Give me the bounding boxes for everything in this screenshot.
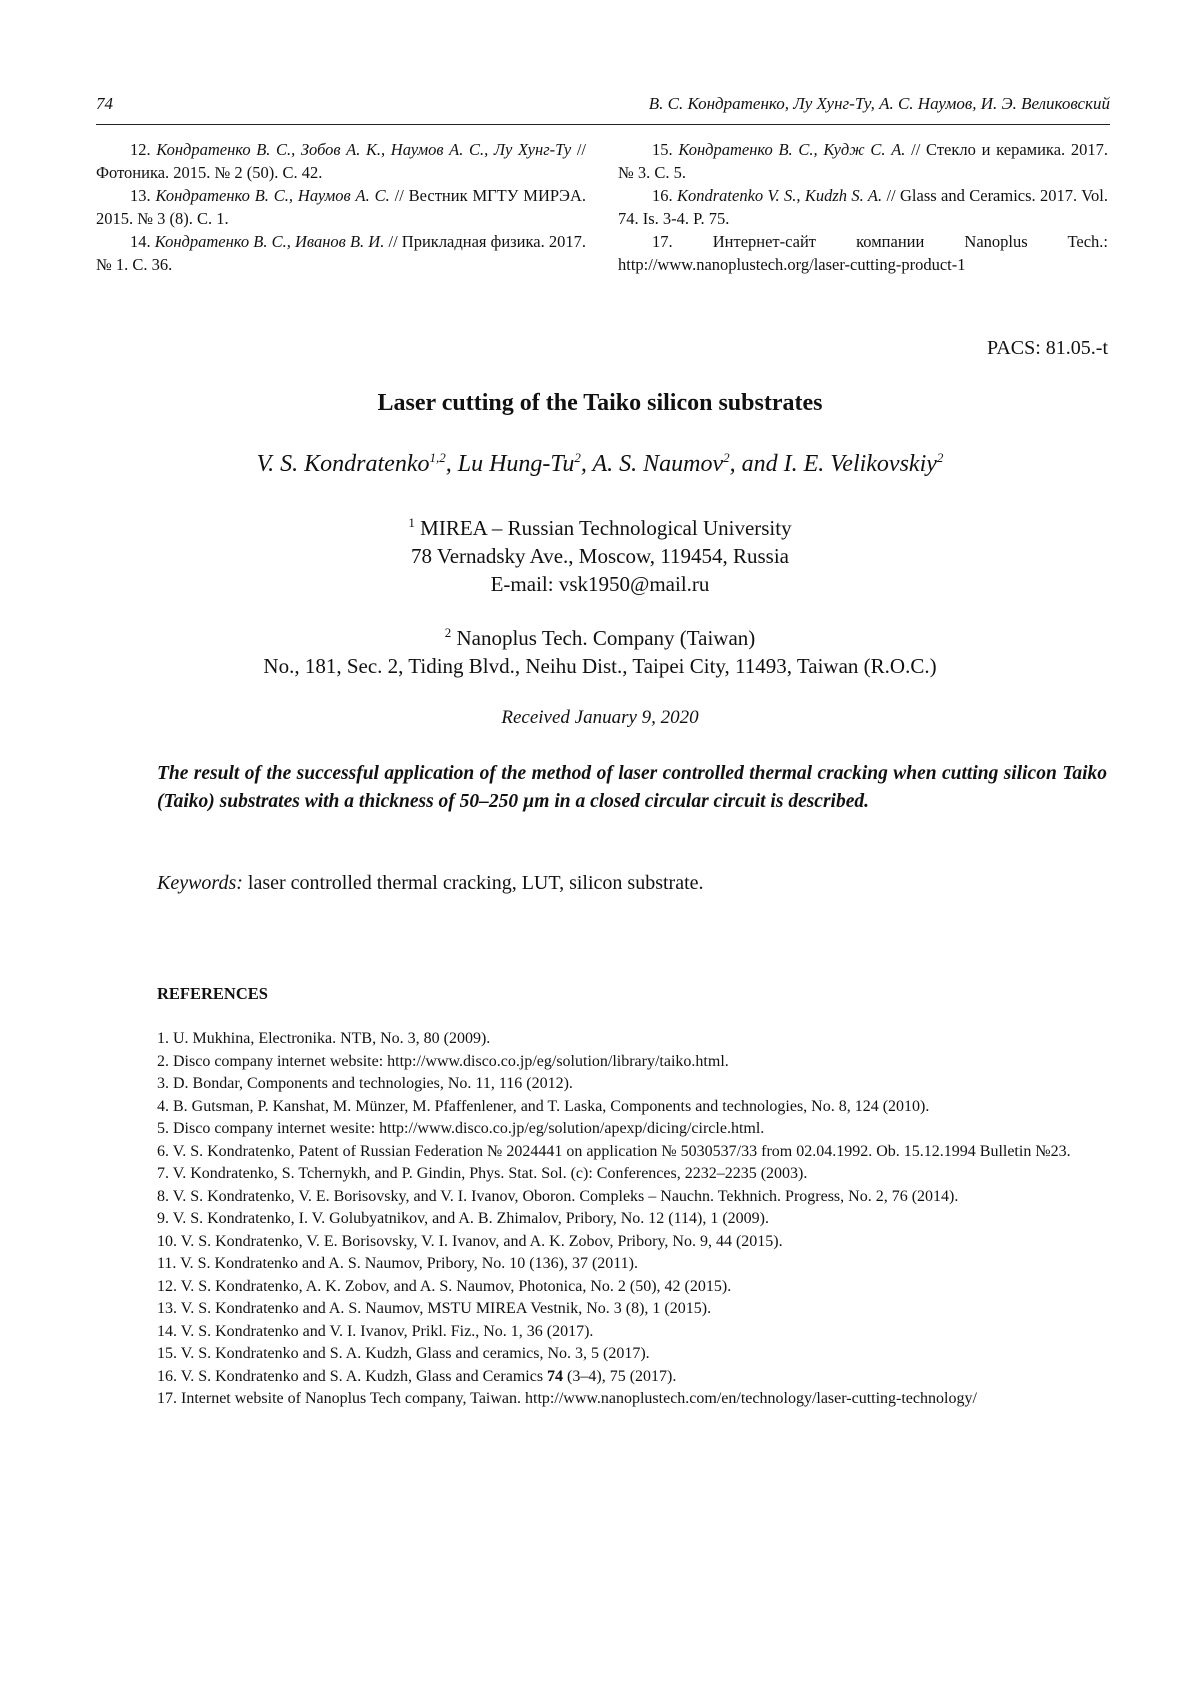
reference-item: 8. V. S. Kondratenko, V. E. Borisovsky, and V. I. Ivanov, Oboron. Compleks – Nauchn. Tekhnich. Progress, No. 2, 76 (2014). (157, 1187, 959, 1205)
previous-article-refs-left (96, 138, 586, 276)
prev-ref-14: 14. Кондратенко В. С., Иванов В. И. // Прикладная физика. 2017. № 1. С. 36. (96, 232, 586, 274)
reference-item: 2. Disco company internet website: http://www.disco.co.jp/eg/solution/library/taiko.html. (157, 1052, 729, 1070)
author-byline: V. S. Kondratenko$^{1,2}$, Lu Hung-Tu$^2$, A. S. Naumov$^2$, and I. E. Velikovskiy$^2$ (256, 450, 944, 477)
running-head-authors: В. С. Кондратенко, Лу Хунг-Ту, А. С. Наумов, И. Э. Великовский (648, 94, 1110, 113)
reference-item: 4. B. Gutsman, P. Kanshat, M. Münzer, M. Pfaffenlener, and T. Laska, Components and technologies, No. 8, 124 (2010). (157, 1097, 930, 1115)
prev-ref-12: 12. Кондратенко В. С., Зобов А. К., Наумов А. С., Лу Хунг-Ту // Фотоника. 2015. № 2 (50). С. 42. (96, 140, 587, 182)
running-head (96, 90, 1110, 120)
reference-item: 1. U. Mukhina, Electronika. NTB, No. 3, 80 (2009). (157, 1030, 491, 1047)
header-rule (96, 124, 1110, 125)
keywords: Keywords: laser controlled thermal cracking, LUT, silicon substrate. (157, 872, 704, 894)
affiliation-2-address: No., 181, Sec. 2, Tiding Blvd., Neihu Dist., Taipei City, 11493, Taiwan (R.O.C.) (263, 654, 937, 678)
reference-list (157, 1028, 1109, 1411)
pacs-code: PACS: 81.05.-t (987, 337, 1108, 359)
reference-item: 12. V. S. Kondratenko, A. K. Zobov, and A. S. Naumov, Photonica, No. 2 (50), 42 (2015). (157, 1277, 732, 1295)
article-title: Laser cutting of the Taiko silicon substrates (377, 390, 823, 416)
page-number: 74 (96, 94, 113, 113)
reference-item: 11. V. S. Kondratenko and A. S. Naumov, Pribory, No. 10 (136), 37 (2011). (157, 1255, 639, 1272)
affiliation-1-address: 78 Vernadsky Ave., Moscow, 119454, Russia (411, 544, 789, 568)
reference-item: 9. V. S. Kondratenko, I. V. Golubyatnikov, and A. B. Zhimalov, Pribory, No. 12 (114), 1 (2009). (157, 1210, 769, 1227)
reference-item: 3. D. Bondar, Components and technologies, No. 11, 116 (2012). (157, 1075, 573, 1092)
reference-item: 7. V. Kondratenko, S. Tchernykh, and P. Gindin, Phys. Stat. Sol. (c): Conferences, 2232–2235 (2003). (157, 1165, 808, 1182)
prev-ref-13: 13. Кондратенко В. С., Наумов А. С. // Вестник МГТУ МИРЭА. 2015. № 3 (8). С. 1. (96, 186, 586, 228)
reference-item: 13. V. S. Kondratenko and A. S. Naumov, MSTU MIREA Vestnik, No. 3 (8), 1 (2015). (157, 1300, 712, 1317)
reference-item: 6. V. S. Kondratenko, Patent of Russian Federation № 2024441 on application № 5030537/33 from 02.04.1992. Ob. 15.12.1994 Bulletin №23. (157, 1142, 1071, 1160)
previous-article-refs-right (618, 138, 1108, 276)
received-date: Received January 9, 2020 (501, 707, 699, 728)
prev-ref-15: 15. Кондратенко В. С., Кудж С. А. // Стекло и керамика. 2017. № 3. С. 5. (618, 140, 1108, 182)
reference-item: 15. V. S. Kondratenko and S. A. Kudzh, Glass and ceramics, No. 3, 5 (2017). (157, 1345, 650, 1362)
affiliation-1-email: E-mail: vsk1950@mail.ru (490, 572, 710, 596)
reference-item: 17. Internet website of Nanoplus Tech company, Taiwan. http://www.nanoplustech.com/en/technology/laser-cutting-technology/ (157, 1390, 977, 1407)
affiliation-1: $^1$ MIREA – Russian Technological University 78 Vernadsky Ave., Moscow, 119454, Russia E-mail: vsk1950@mail.ru (0, 509, 1200, 598)
references-heading: REFERENCES (157, 984, 268, 1003)
reference-item: 14. V. S. Kondratenko and V. I. Ivanov, Prikl. Fiz., No. 1, 36 (2017). (157, 1322, 594, 1340)
reference-item: 10. V. S. Kondratenko, V. E. Borisovsky, V. I. Ivanov, and A. K. Zobov, Pribory, No. 9, 44 (2015). (157, 1232, 783, 1250)
prev-ref-17: 17. Интернет-сайт компании Nanoplus Tech.: http://www.nanoplustech.org/laser-cutting-product-1 (618, 232, 1108, 274)
reference-item: 5. Disco company internet wesite: http://www.disco.co.jp/eg/solution/apexp/dicing/circle.html. (157, 1120, 765, 1137)
abstract: The result of the successful application of the method of laser controlled thermal cracking when cutting silicon Taiko (Taiko) substrates with a thickness of 50–250 µm in a closed circular circuit is described. (157, 763, 1107, 812)
prev-ref-16: 16. Kondratenko V. S., Kudzh S. A. // Glass and Ceramics. 2017. Vol. 74. Is. 3-4. P. 75. (618, 186, 1108, 228)
affiliation-2: $^2$ Nanoplus Tech. Company (Taiwan) No., 181, Sec. 2, Tiding Blvd., Neihu Dist., Taipei City, 11493, Taiwan (R.O.C.) (0, 619, 1200, 680)
reference-item: 16. V. S. Kondratenko and S. A. Kudzh, Glass and Ceramics 74 (3–4), 75 (2017). (157, 1367, 677, 1385)
